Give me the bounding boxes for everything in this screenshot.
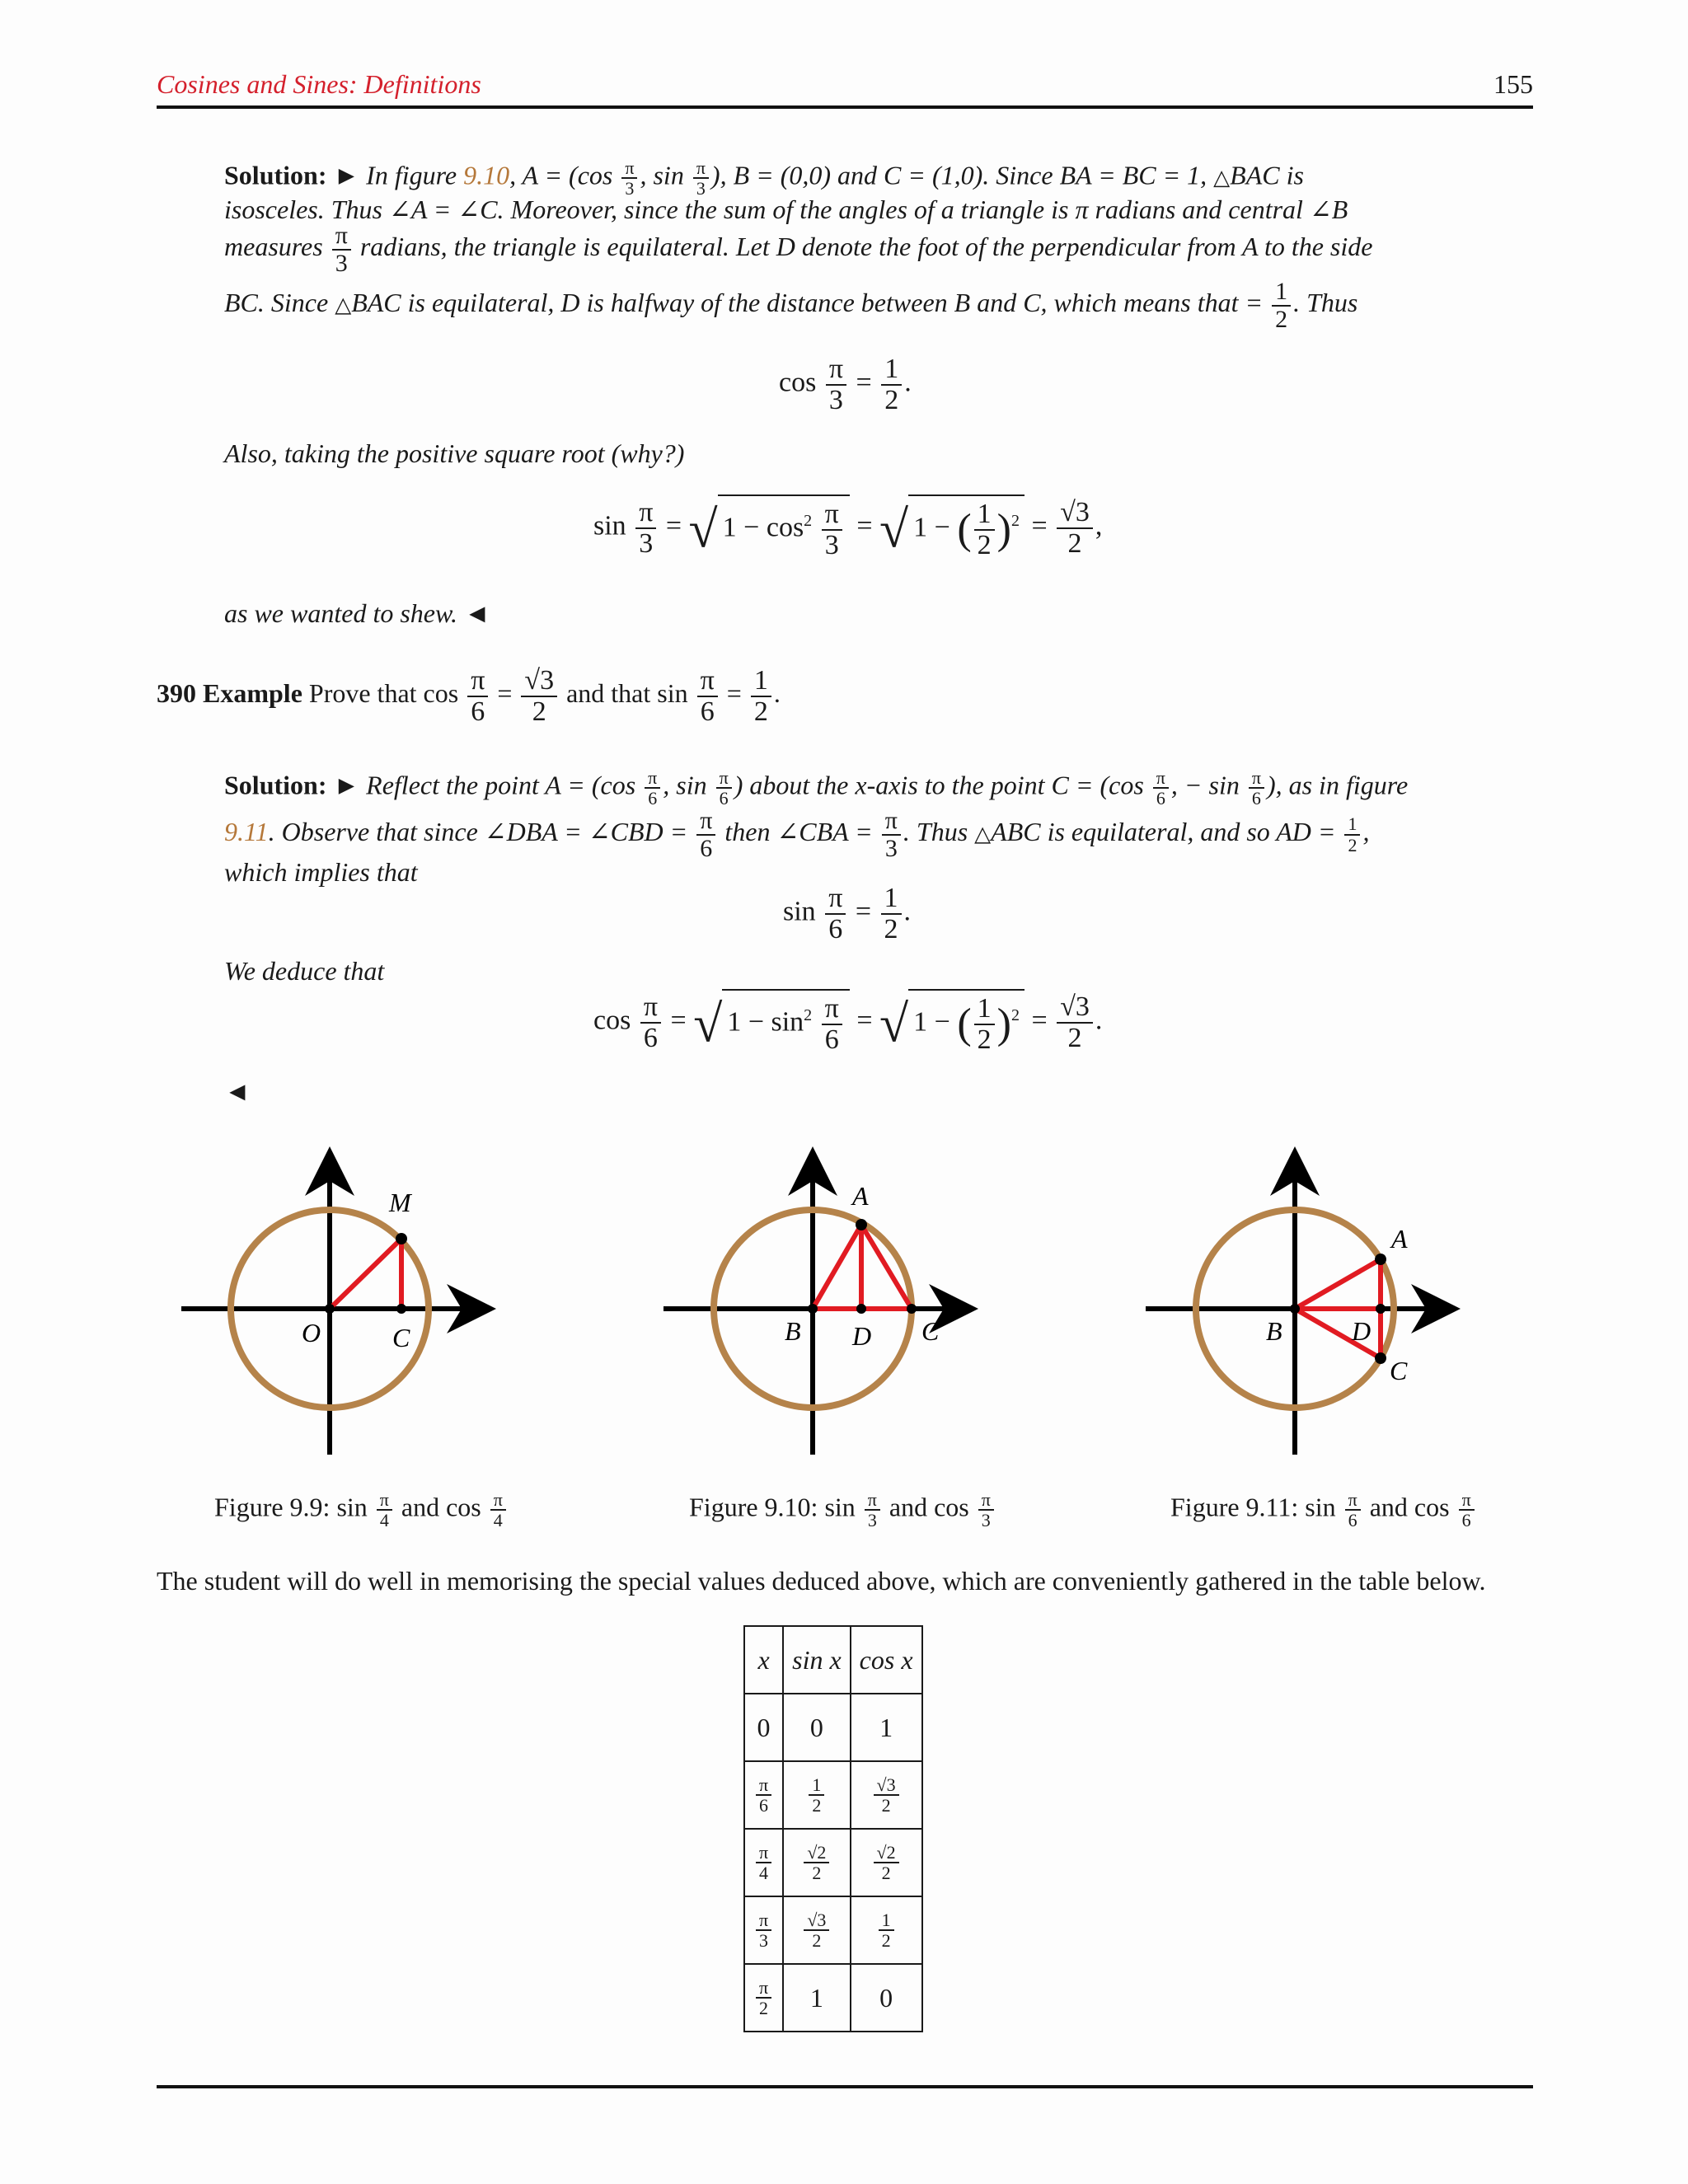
table-cell-cos: $\frac{√3}{2}$ <box>851 1761 922 1829</box>
table-row <box>744 1761 922 1829</box>
solution2-text: Reflect the point A = (cos <box>366 770 636 800</box>
point-o <box>325 1304 335 1314</box>
caption-figure-9-11: Figure 9.11: sin $\frac{\pi}{6}$ and cos $\frac{\pi}{6}$ <box>1170 1490 1477 1530</box>
solution1-line2: isosceles. Thus ∠A = ∠C. Moreover, since the sum of the angles of a triangle is π radians and central ∠B <box>224 194 1348 224</box>
fraction: $\frac{\pi}{6}$ <box>640 992 661 1052</box>
triangle <box>330 1239 401 1309</box>
solution1-line3 <box>224 223 1372 276</box>
fraction: $\frac{\pi}{4}$ <box>377 1490 392 1530</box>
label-c: C <box>1390 1356 1408 1385</box>
fraction: $\frac{\pi}{6}$ <box>825 883 846 944</box>
fraction: $\frac{\pi}{3}$ <box>693 158 709 198</box>
end-marker: ◄ <box>463 598 490 628</box>
triangle-symbol: △ <box>1213 166 1231 190</box>
solution1-text: , sin <box>640 160 684 190</box>
math-fn: sin <box>783 896 816 927</box>
special-values-table <box>743 1625 923 2032</box>
fraction: $\frac{\pi}{3}$ <box>635 498 656 558</box>
label-d: D <box>1352 1316 1372 1346</box>
math-fn: sin <box>593 510 626 541</box>
table-header-row <box>744 1626 922 1694</box>
figure-9-11 <box>1146 1166 1441 1455</box>
point-b <box>808 1304 818 1314</box>
fraction: $\frac{\pi}{6}$ <box>467 666 488 726</box>
fraction: $\frac{\pi}{6}$ <box>1153 768 1169 808</box>
point-d <box>856 1304 866 1314</box>
square-root: √ 1 − ( $\frac{1}{2}$ )$^2$ <box>879 989 1025 1056</box>
label-b: B <box>785 1316 801 1346</box>
fraction: $\frac{1}{2}$ <box>1344 814 1360 854</box>
equation-cos-pi-6: cos $\frac{\pi}{6}$ = √ $1 - \sin^2$ $\frac{\pi}{6}$ = √ 1 − ( $\frac{1}{2}$ )$^2$ = $\frac{√3}{2}$ . <box>593 989 1102 1056</box>
equation-sin-pi-6: sin $\frac{\pi}{6}$ = $\frac{1}{2}$ . <box>783 883 912 944</box>
header-rule <box>157 105 1533 109</box>
figure-ref-9-10[interactable]: 9.10 <box>463 160 510 190</box>
table-cell-x: $\frac{\pi}{6}$ <box>744 1761 783 1829</box>
equation-sin-pi-3: sin $\frac{\pi}{3}$ = √ $1 - \cos^2$ $\frac{\pi}{3}$ = √ 1 − ( $\frac{1}{2}$ )$^2$ = $\frac{√3}{2}$ , <box>593 494 1102 561</box>
solution1-text: measures <box>224 231 323 261</box>
fraction: $\frac{\pi}{6}$ <box>822 994 842 1054</box>
table-header-sin: sin x <box>783 1626 851 1694</box>
table-header-x: x <box>744 1626 783 1694</box>
solution1-line1 <box>224 158 1304 198</box>
label-c: C <box>921 1316 940 1346</box>
solution2-line3: which implies that <box>224 857 418 887</box>
solution1-text: BAC is <box>1230 160 1304 190</box>
table-cell-x: $\frac{\pi}{2}$ <box>744 1964 783 2032</box>
point-c <box>396 1304 406 1314</box>
figures-row <box>0 1146 1688 1467</box>
label-d: D <box>852 1321 872 1351</box>
table-row <box>744 1964 922 2032</box>
point-d <box>1376 1304 1386 1314</box>
solution1-text: BC. Since <box>224 287 329 317</box>
triangle-symbol: △ <box>335 293 352 317</box>
solution2-text: . Thus <box>903 816 968 846</box>
closing-text: The student will do well in memorising the special values deduced above, which are conveniently gathered in the table below. <box>157 1566 1486 1596</box>
fraction: $\frac{√3}{2}$ <box>1057 992 1093 1052</box>
table-cell-x: 0 <box>744 1694 783 1761</box>
solution2-line1 <box>224 768 1408 808</box>
table-cell-x: $\frac{\pi}{3}$ <box>744 1896 783 1964</box>
label-o: O <box>302 1318 321 1347</box>
table-cell-sin: $\frac{1}{2}$ <box>783 1761 851 1829</box>
fraction: $\frac{\pi}{6}$ <box>1459 1490 1475 1530</box>
math-fn: cos <box>593 1005 631 1036</box>
solution2-marker: ► <box>333 770 360 800</box>
example-text: Prove that cos <box>308 678 459 709</box>
shew-line: as we wanted to shew. ◄ <box>224 598 490 628</box>
table-cell-cos: 0 <box>851 1964 922 2032</box>
table-cell-x: $\frac{\pi}{4}$ <box>744 1829 783 1896</box>
fraction: $\frac{\pi}{3}$ <box>621 158 637 198</box>
fraction: $\frac{\pi}{3}$ <box>822 499 842 560</box>
figure-9-9 <box>181 1166 476 1455</box>
fraction: $\frac{\pi}{3}$ <box>882 808 901 861</box>
equation-cos-pi-3: cos $\frac{\pi}{3}$ = $\frac{1}{2}$ . <box>779 354 912 415</box>
footer-rule <box>157 2085 1533 2088</box>
solution2-text: ), as in figure <box>1266 770 1409 800</box>
solution1-label: Solution: <box>224 160 327 190</box>
deduce-line: We deduce that <box>224 956 385 986</box>
fraction: $\frac{1}{2}$ <box>1272 279 1291 332</box>
label-b: B <box>1266 1316 1282 1346</box>
table-cell-cos: 1 <box>851 1694 922 1761</box>
table-header-cos: cos x <box>851 1626 922 1694</box>
solution2-text: ) about the x-axis to the point C = (cos <box>734 770 1144 800</box>
example-number: 390 <box>157 678 196 709</box>
table-row <box>744 1694 922 1761</box>
table-row <box>744 1896 922 1964</box>
solution2-end-marker: ◄ <box>224 1076 251 1106</box>
label-c: C <box>392 1323 410 1352</box>
solution2-text: ABC is equilateral, and so AD = <box>991 816 1336 846</box>
solution2-line2: 9.11. Observe that since ∠DBA = ∠CBD = $\frac{\pi}{6}$ then ∠CBA = $\frac{\pi}{3}$ . Thus △ABC is equilateral, and so AD = $\frac{1}{2}$ , <box>224 807 1370 862</box>
equals: = <box>856 367 872 398</box>
solution2-text: , − sin <box>1170 770 1240 800</box>
example-text: and that sin <box>566 678 688 709</box>
figure-ref-9-11[interactable]: 9.11 <box>224 816 269 846</box>
fraction: $\frac{\pi}{3}$ <box>978 1490 994 1530</box>
running-title: Cosines and Sines: Definitions <box>157 69 481 99</box>
fraction: $\frac{1}{2}$ <box>881 354 902 415</box>
solution2-text: . Observe that since ∠DBA = ∠CBD = <box>268 816 688 846</box>
fraction: $\frac{1}{2}$ <box>974 994 995 1054</box>
square-root: √ 1 − ( $\frac{1}{2}$ )$^2$ <box>879 494 1025 561</box>
point-c <box>1375 1352 1386 1364</box>
table-cell-sin: $\frac{√2}{2}$ <box>783 1829 851 1896</box>
solution1-text: . Thus <box>1293 287 1358 317</box>
solution1-text: BAC is equilateral, D is halfway of the distance between B and C, which means that = <box>351 287 1264 317</box>
table-cell-sin: 0 <box>783 1694 851 1761</box>
example-390: 390 Example Prove that cos $\frac{\pi}{6}$ = $\frac{√3}{2}$ and that sin $\frac{\pi}{6}$ = $\frac{1}{2}$ . <box>157 665 781 727</box>
fraction: $\frac{√3}{2}$ <box>1057 498 1093 558</box>
table-cell-sin: 1 <box>783 1964 851 2032</box>
solution1-text: , A = (cos <box>509 160 613 190</box>
fraction: $\frac{1}{2}$ <box>881 883 902 944</box>
solution2-text: then ∠CBA = <box>724 816 873 846</box>
table-cell-cos: $\frac{1}{2}$ <box>851 1896 922 1964</box>
fraction: $\frac{\pi}{3}$ <box>332 223 351 276</box>
math-fn: cos <box>779 367 817 398</box>
fraction: $\frac{√3}{2}$ <box>521 666 557 726</box>
example-label: Example <box>203 678 302 709</box>
label-m: M <box>389 1188 411 1217</box>
fraction: $\frac{\pi}{3}$ <box>865 1490 880 1530</box>
table-row <box>744 1829 922 1896</box>
point-m <box>396 1233 407 1244</box>
square-root: √ $1 - \sin^2$ $\frac{\pi}{6}$ <box>693 989 850 1056</box>
fraction: $\frac{\pi}{6}$ <box>716 768 732 808</box>
fraction: $\frac{\pi}{6}$ <box>696 808 715 861</box>
solution1-text: ), B = (0,0) and C = (1,0). Since BA = BC = 1, <box>710 160 1207 190</box>
figure-9-10 <box>663 1166 959 1455</box>
solution2-label: Solution: <box>224 770 327 800</box>
point-c <box>907 1304 917 1314</box>
caption-figure-9-10: Figure 9.10: sin $\frac{\pi}{3}$ and cos $\frac{\pi}{3}$ <box>689 1490 996 1530</box>
triangle-symbol: △ <box>974 822 992 846</box>
point-b <box>1290 1304 1300 1314</box>
fraction: $\frac{\pi}{6}$ <box>1249 768 1264 808</box>
fraction: $\frac{\pi}{6}$ <box>645 768 660 808</box>
fraction: $\frac{\pi}{6}$ <box>697 666 718 726</box>
solution1-line4 <box>224 279 1357 332</box>
point-a <box>856 1219 867 1230</box>
solution1-text: In figure <box>366 160 457 190</box>
square-root: √ $1 - \cos^2$ $\frac{\pi}{3}$ <box>689 494 850 561</box>
caption-figure-9-9: Figure 9.9: sin $\frac{\pi}{4}$ and cos $\frac{\pi}{4}$ <box>214 1490 509 1530</box>
table-cell-cos: $\frac{√2}{2}$ <box>851 1829 922 1896</box>
fraction: $\frac{\pi}{6}$ <box>1345 1490 1361 1530</box>
point-a <box>1375 1254 1386 1265</box>
fraction: $\frac{1}{2}$ <box>751 666 771 726</box>
label-a: A <box>1391 1224 1408 1254</box>
page-number: 155 <box>1493 69 1533 99</box>
solution1-marker: ► <box>333 160 360 190</box>
label-a: A <box>852 1181 869 1211</box>
also-text: Also, taking the positive square root (why?) <box>224 438 685 468</box>
fraction: $\frac{\pi}{3}$ <box>826 354 846 415</box>
fraction: $\frac{\pi}{4}$ <box>490 1490 506 1530</box>
solution1-text: radians, the triangle is equilateral. Let D denote the foot of the perpendicular from A to the side <box>359 231 1373 261</box>
table-cell-sin: $\frac{√3}{2}$ <box>783 1896 851 1964</box>
solution2-text: , sin <box>663 770 707 800</box>
fraction: $\frac{1}{2}$ <box>974 499 995 560</box>
